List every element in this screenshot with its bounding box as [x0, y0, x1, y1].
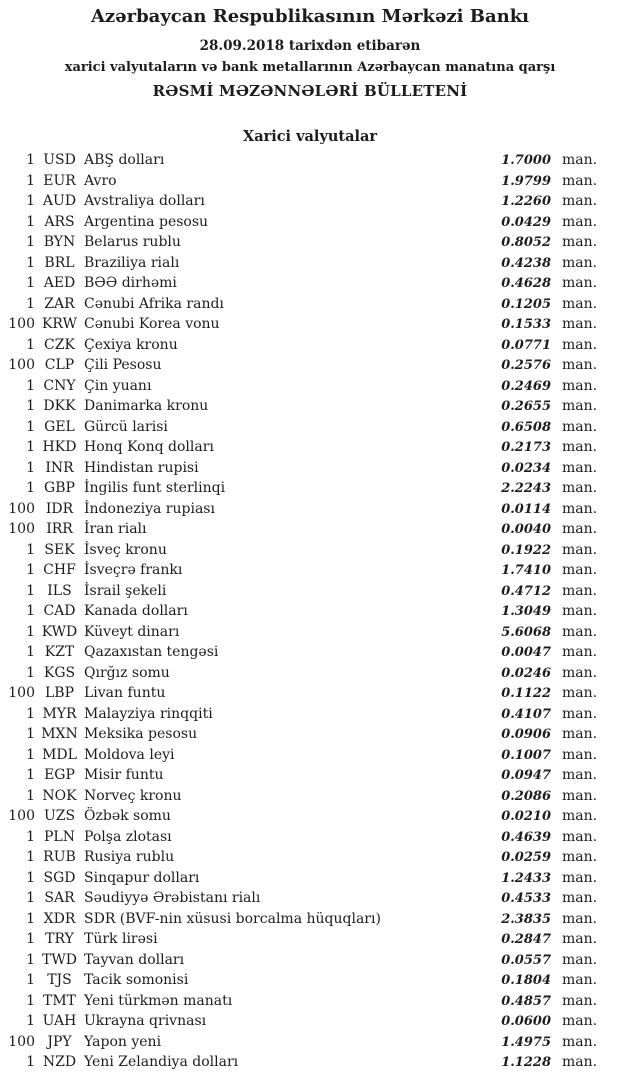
currency-name-cell: Gürcü larisi	[84, 418, 168, 435]
currency-code-cell: MXN	[41, 726, 78, 742]
currency-name-cell: Hindistan rupisi	[84, 459, 199, 476]
currency-code-cell: TWD	[42, 951, 77, 968]
currency-code-cell: PLN	[44, 828, 75, 845]
rate-cell: 5.6068	[501, 624, 551, 640]
bank-title: Azərbaycan Respublikasının Mərkəzi Bankı	[90, 6, 530, 27]
table-row	[8, 499, 598, 520]
currency-name-cell: Səudiyyə Ərəbistanı rialı	[84, 890, 261, 906]
table-row	[8, 560, 598, 581]
rate-cell: 0.0906	[501, 727, 551, 742]
currency-name-cell: Cənubi Afrika randı	[84, 295, 224, 312]
currency-name-cell: Norveç kronu	[84, 787, 182, 804]
unit-cell: man.	[562, 1054, 598, 1070]
table-row	[8, 724, 598, 745]
currency-name-cell: İndoneziya rupiası	[84, 500, 215, 517]
currency-code-cell: SEK	[44, 541, 75, 558]
table-row	[8, 253, 598, 274]
table-row	[8, 642, 598, 663]
currency-name-cell: Yeni türkmən manatı	[84, 992, 233, 1009]
quantity-cell: 1	[26, 972, 35, 988]
quantity-cell: 1	[26, 275, 35, 291]
quantity-cell: 1	[26, 931, 35, 947]
currency-code-cell: UAH	[42, 1013, 77, 1029]
rate-cell: 1.7000	[501, 153, 551, 168]
rate-cell: 1.9799	[501, 173, 551, 189]
currency-name-cell: Argentina pesosu	[84, 213, 209, 230]
table-row	[8, 171, 598, 192]
table-row	[8, 1032, 598, 1053]
unit-cell: man.	[562, 275, 598, 291]
quantity-cell: 1	[26, 849, 35, 865]
quantity-cell: 1	[26, 398, 35, 414]
table-row	[8, 786, 598, 807]
unit-cell: man.	[562, 357, 598, 373]
quantity-cell: 100	[8, 685, 35, 701]
table-row	[8, 376, 598, 397]
unit-cell: man.	[562, 705, 598, 722]
currency-name-cell: Sinqapur dolları	[84, 869, 200, 886]
quantity-cell: 100	[8, 316, 35, 332]
table-row	[8, 232, 598, 253]
rate-cell: 0.0259	[501, 850, 551, 865]
table-row	[8, 1011, 598, 1032]
unit-cell: man.	[562, 254, 598, 271]
table-row	[8, 991, 598, 1012]
currency-code-cell: KWD	[41, 623, 78, 640]
currency-code-cell: KRW	[41, 316, 78, 332]
quantity-cell: 1	[26, 664, 35, 681]
currency-code-cell: BRL	[44, 254, 75, 271]
unit-cell: man.	[562, 726, 598, 742]
unit-cell: man.	[562, 234, 598, 250]
table-row	[8, 765, 598, 786]
currency-name-cell: ABŞ dolları	[84, 152, 165, 168]
quantity-cell: 1	[26, 869, 35, 886]
unit-cell: man.	[562, 931, 598, 947]
currency-code-cell: CLP	[44, 357, 75, 373]
unit-cell: man.	[562, 808, 598, 824]
currency-code-cell: IDR	[45, 500, 74, 517]
quantity-cell: 1	[26, 152, 35, 168]
currency-name-cell: Yeni Zelandiya dolları	[84, 1054, 239, 1070]
rate-cell: 0.2847	[501, 932, 551, 947]
currency-name-cell: Malayziya rinqqiti	[84, 705, 213, 722]
table-row	[8, 417, 598, 438]
unit-cell: man.	[562, 418, 598, 435]
quantity-cell: 1	[26, 295, 35, 312]
unit-cell: man.	[562, 459, 598, 476]
rate-cell: 0.1205	[501, 296, 551, 312]
table-row	[8, 888, 598, 909]
currency-name-cell: İsrail şekeli	[84, 582, 167, 599]
currency-name-cell: Tacik somonisi	[84, 972, 189, 988]
table-row	[8, 601, 598, 622]
currency-code-cell: AED	[43, 275, 76, 291]
unit-cell: man.	[562, 623, 598, 640]
quantity-cell: 1	[26, 541, 35, 558]
rate-cell: 0.0771	[501, 337, 551, 353]
quantity-cell: 1	[26, 459, 35, 476]
rate-cell: 1.2260	[501, 194, 551, 209]
quantity-cell: 1	[26, 213, 35, 230]
rate-cell: 2.3835	[501, 911, 551, 927]
currency-code-cell: BYN	[43, 234, 76, 250]
unit-cell: man.	[562, 152, 598, 168]
currency-code-cell: EUR	[43, 172, 76, 189]
unit-cell: man.	[562, 500, 598, 517]
unit-cell: man.	[562, 685, 598, 701]
unit-cell: man.	[562, 664, 598, 681]
currency-code-cell: CNY	[43, 377, 76, 394]
table-row	[8, 950, 598, 971]
table-row	[8, 294, 598, 315]
currency-name-cell: SDR (BVF-nin xüsusi borcalma hüquqları)	[84, 910, 381, 927]
quantity-cell: 1	[26, 254, 35, 271]
unit-cell: man.	[562, 767, 598, 783]
rate-cell: 0.0234	[501, 460, 551, 476]
rate-cell: 0.0114	[501, 501, 551, 517]
unit-cell: man.	[562, 849, 598, 865]
table-row	[8, 519, 598, 540]
unit-cell: man.	[562, 398, 598, 414]
currency-name-cell: Braziliya rialı	[84, 254, 180, 271]
currency-code-cell: CZK	[44, 336, 75, 353]
currency-code-cell: ZAR	[44, 295, 75, 312]
currency-code-cell: ILS	[47, 582, 72, 599]
currency-name-cell: Meksika pesosu	[84, 726, 198, 742]
currency-code-cell: TJS	[47, 972, 72, 988]
table-row	[8, 335, 598, 356]
unit-cell: man.	[562, 295, 598, 312]
currency-code-cell: USD	[43, 152, 76, 168]
rate-cell: 0.0040	[501, 522, 551, 537]
quantity-cell: 1	[26, 603, 35, 619]
currency-code-cell: TMT	[42, 992, 76, 1009]
quantity-cell: 1	[26, 377, 35, 394]
currency-name-cell: Qırğız somu	[84, 664, 170, 681]
unit-cell: man.	[562, 582, 598, 599]
currency-code-cell: NOK	[42, 787, 77, 804]
unit-cell: man.	[562, 521, 598, 537]
unit-cell: man.	[562, 787, 598, 804]
currency-name-cell: Rusiya rublu	[84, 849, 175, 865]
rate-cell: 0.4238	[501, 255, 551, 271]
quantity-cell: 100	[8, 1033, 35, 1050]
rate-cell: 0.0429	[501, 214, 551, 230]
unit-cell: man.	[562, 890, 598, 906]
rate-cell: 0.4533	[501, 891, 551, 906]
currency-name-cell: BƏƏ dirhəmi	[84, 275, 177, 291]
quantity-cell: 100	[8, 808, 35, 824]
table-row	[8, 929, 598, 950]
unit-cell: man.	[562, 562, 598, 578]
rate-cell: 2.2243	[501, 481, 551, 496]
currency-code-cell: ARS	[44, 213, 75, 230]
currency-code-cell: JPY	[47, 1033, 72, 1050]
rate-cell: 0.1533	[501, 317, 551, 332]
table-row	[8, 150, 598, 171]
table-row	[8, 314, 598, 335]
effective-date-line: 28.09.2018 tarixdən etibarən	[199, 38, 421, 54]
rate-cell: 0.0246	[501, 665, 551, 681]
rate-cell: 1.1228	[501, 1055, 551, 1070]
section-title-foreign-currencies: Xarici valyutalar	[242, 128, 378, 145]
currency-name-cell: Avro	[84, 172, 117, 189]
currency-code-cell: EGP	[44, 767, 75, 783]
currency-code-cell: GBP	[44, 480, 75, 496]
rate-cell: 0.2469	[501, 378, 551, 394]
unit-cell: man.	[562, 1013, 598, 1029]
currency-code-cell: KGS	[43, 664, 76, 681]
currency-code-cell: CAD	[43, 603, 76, 619]
quantity-cell: 1	[26, 582, 35, 599]
currency-name-cell: Moldova leyi	[84, 746, 175, 763]
unit-cell: man.	[562, 972, 598, 988]
quantity-cell: 1	[26, 910, 35, 927]
currency-code-cell: CHF	[43, 562, 76, 578]
currency-rates-table	[0, 150, 620, 1073]
unit-cell: man.	[562, 316, 598, 332]
rate-cell: 0.4639	[501, 829, 551, 845]
unit-cell: man.	[562, 439, 598, 455]
currency-code-cell: MYR	[42, 705, 77, 722]
currency-code-cell: MDL	[42, 746, 77, 763]
table-row	[8, 478, 598, 499]
rate-cell: 0.4712	[501, 583, 551, 599]
quantity-cell: 1	[26, 746, 35, 763]
quantity-cell: 1	[26, 992, 35, 1009]
currency-code-cell: KZT	[44, 644, 75, 660]
rate-cell: 0.1804	[501, 973, 551, 988]
subtitle-line: xarici valyutaların və bank metallarının Azərbaycan manatına qarşı	[64, 60, 556, 75]
quantity-cell: 1	[26, 623, 35, 640]
table-row	[8, 683, 598, 704]
unit-cell: man.	[562, 336, 598, 353]
currency-name-cell: Belarus rublu	[84, 234, 181, 250]
bulletin-header	[0, 0, 620, 147]
table-row	[8, 396, 598, 417]
table-row	[8, 970, 598, 991]
quantity-cell: 100	[8, 521, 35, 537]
quantity-cell: 1	[26, 193, 35, 209]
currency-code-cell: DKK	[43, 398, 76, 414]
rate-cell: 1.3049	[501, 604, 551, 619]
quantity-cell: 1	[26, 336, 35, 353]
unit-cell: man.	[562, 193, 598, 209]
rate-cell: 0.1922	[501, 542, 551, 558]
unit-cell: man.	[562, 1033, 598, 1050]
quantity-cell: 1	[26, 726, 35, 742]
unit-cell: man.	[562, 541, 598, 558]
rate-cell: 0.4628	[501, 276, 551, 291]
table-row	[8, 458, 598, 479]
currency-name-cell: İsveçrə frankı	[84, 562, 183, 578]
table-row	[8, 273, 598, 294]
rate-cell: 0.8052	[501, 235, 551, 250]
rate-cell: 0.2173	[501, 440, 551, 455]
bulletin-title: RƏSMİ MƏZƏNNƏLƏRİ BÜLLETENİ	[152, 82, 468, 100]
quantity-cell: 1	[26, 828, 35, 845]
quantity-cell: 1	[26, 480, 35, 496]
table-row	[8, 212, 598, 233]
rate-cell: 0.6508	[501, 419, 551, 435]
rate-cell: 0.0947	[501, 768, 551, 783]
currency-name-cell: İran rialı	[84, 521, 147, 537]
unit-cell: man.	[562, 644, 598, 660]
currency-code-cell: IRR	[46, 521, 73, 537]
rate-cell: 0.2576	[501, 358, 551, 373]
quantity-cell: 1	[26, 705, 35, 722]
currency-name-cell: Honq Konq dolları	[84, 439, 214, 455]
unit-cell: man.	[562, 172, 598, 189]
quantity-cell: 1	[26, 951, 35, 968]
currency-name-cell: Özbək somu	[84, 808, 171, 824]
currency-name-cell: Qazaxıstan tengəsi	[84, 644, 219, 660]
currency-code-cell: RUB	[43, 849, 76, 865]
quantity-cell: 1	[26, 767, 35, 783]
rate-cell: 0.4107	[501, 706, 551, 722]
currency-code-cell: GEL	[44, 418, 75, 435]
currency-name-cell: Avstraliya dolları	[84, 193, 205, 209]
currency-name-cell: Çin yuanı	[84, 377, 152, 394]
rate-cell: 1.4975	[501, 1034, 551, 1050]
currency-code-cell: AUD	[42, 193, 77, 209]
unit-cell: man.	[562, 377, 598, 394]
quantity-cell: 1	[26, 439, 35, 455]
rate-cell: 0.1007	[501, 747, 551, 763]
table-row	[8, 437, 598, 458]
currency-code-cell: SGD	[43, 869, 76, 886]
table-row	[8, 909, 598, 930]
currency-name-cell: Cənubi Korea vonu	[84, 316, 220, 332]
currency-name-cell: Polşa zlotası	[84, 828, 172, 845]
table-row	[8, 827, 598, 848]
currency-name-cell: İsveç kronu	[84, 541, 167, 558]
currency-name-cell: Tayvan dolları	[84, 951, 185, 968]
rate-cell: 1.2433	[501, 870, 551, 886]
currency-name-cell: Türk lirəsi	[84, 931, 158, 947]
quantity-cell: 1	[26, 562, 35, 578]
unit-cell: man.	[562, 869, 598, 886]
table-row	[8, 540, 598, 561]
quantity-cell: 100	[8, 500, 35, 517]
unit-cell: man.	[562, 213, 598, 230]
rate-cell: 0.0210	[501, 809, 551, 824]
rate-cell: 0.2086	[501, 788, 551, 804]
unit-cell: man.	[562, 746, 598, 763]
currency-name-cell: Çili Pesosu	[84, 357, 162, 373]
quantity-cell: 1	[26, 787, 35, 804]
currency-code-cell: LBP	[44, 685, 74, 701]
quantity-cell: 1	[26, 234, 35, 250]
table-row	[8, 1052, 598, 1073]
table-row	[8, 745, 598, 766]
unit-cell: man.	[562, 480, 598, 496]
currency-code-cell: TRY	[45, 931, 74, 947]
currency-name-cell: Livan funtu	[84, 685, 166, 701]
rate-cell: 0.0047	[501, 645, 551, 660]
quantity-cell: 1	[26, 644, 35, 660]
table-row	[8, 806, 598, 827]
currency-name-cell: Kanada dolları	[84, 603, 188, 619]
currency-code-cell: SAR	[44, 890, 75, 906]
rate-cell: 0.2655	[501, 399, 551, 414]
currency-code-cell: NZD	[42, 1054, 77, 1070]
unit-cell: man.	[562, 603, 598, 619]
rate-cell: 0.0600	[501, 1014, 551, 1029]
table-row	[8, 355, 598, 376]
unit-cell: man.	[562, 828, 598, 845]
currency-code-cell: UZS	[43, 808, 76, 824]
currency-code-cell: HKD	[42, 439, 77, 455]
table-row	[8, 581, 598, 602]
table-row	[8, 663, 598, 684]
currency-name-cell: Misir funtu	[84, 767, 164, 783]
currency-name-cell: Çexiya kronu	[84, 336, 178, 353]
table-row	[8, 622, 598, 643]
currency-name-cell: Ukrayna qrivnası	[84, 1013, 207, 1029]
rate-cell: 0.4857	[501, 993, 551, 1009]
currency-code-cell: XDR	[43, 910, 76, 927]
quantity-cell: 1	[26, 1013, 35, 1029]
currency-code-cell: INR	[45, 459, 74, 476]
currency-name-cell: Yapon yeni	[84, 1033, 162, 1050]
rate-cell: 0.1122	[501, 686, 551, 701]
unit-cell: man.	[562, 992, 598, 1009]
quantity-cell: 1	[26, 172, 35, 189]
table-row	[8, 847, 598, 868]
quantity-cell: 1	[26, 1054, 35, 1070]
table-row	[8, 704, 598, 725]
currency-name-cell: Küveyt dinarı	[84, 623, 180, 640]
rate-cell: 0.0557	[501, 952, 551, 968]
currency-name-cell: İngilis funt sterlinqi	[84, 480, 226, 496]
unit-cell: man.	[562, 951, 598, 968]
unit-cell: man.	[562, 910, 598, 927]
currency-name-cell: Danimarka kronu	[84, 398, 209, 414]
quantity-cell: 100	[8, 357, 35, 373]
quantity-cell: 1	[26, 890, 35, 906]
quantity-cell: 1	[26, 418, 35, 435]
table-row	[8, 868, 598, 889]
rate-cell: 1.7410	[501, 563, 551, 578]
table-row	[8, 191, 598, 212]
